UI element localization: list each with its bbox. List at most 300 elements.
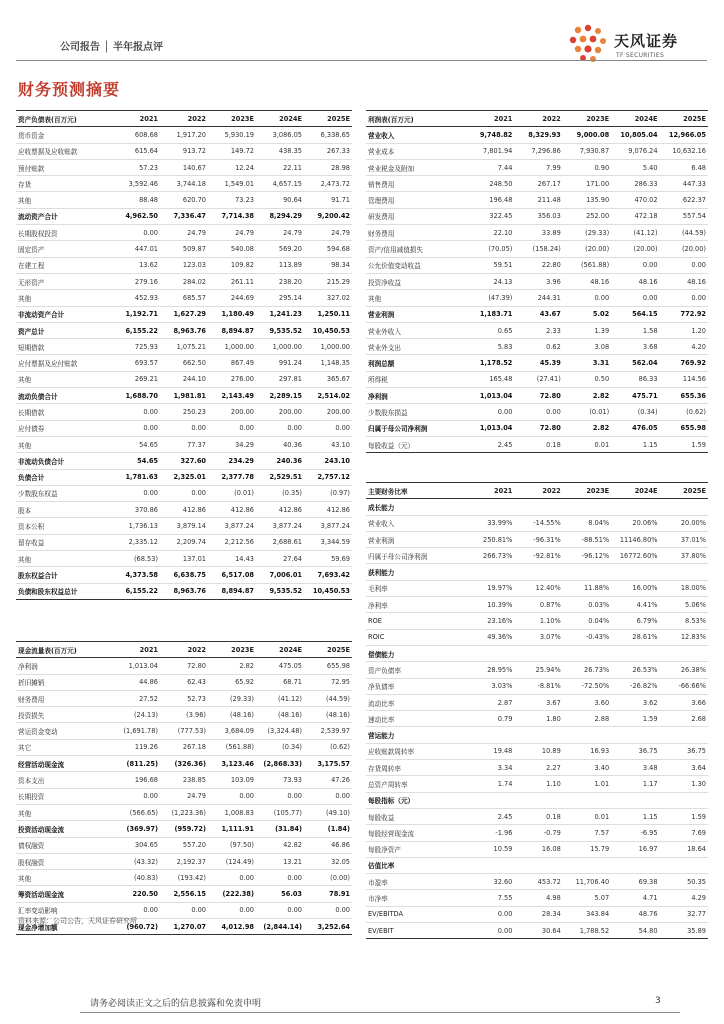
row-label: 营业外支出	[366, 339, 466, 355]
table-row	[16, 723, 352, 739]
value-cell: 10.89	[514, 743, 562, 759]
value-cell: (0.35)	[256, 485, 304, 501]
value-cell: 297.81	[256, 371, 304, 387]
value-cell: 0.18	[514, 436, 562, 452]
value-cell: 88.48	[112, 192, 160, 208]
value-cell: 4.71	[611, 890, 659, 906]
table-row	[16, 870, 352, 886]
value-cell: 240.36	[256, 453, 304, 469]
value-cell: 6,155.22	[112, 322, 160, 338]
value-cell: 1,736.13	[112, 518, 160, 534]
value-cell: 594.68	[304, 241, 352, 257]
value-cell: 10,632.16	[660, 143, 708, 159]
table-row	[366, 225, 708, 241]
row-label: 净负债率	[366, 678, 466, 694]
value-cell: 3.08	[563, 339, 611, 355]
value-cell: 0.00	[256, 870, 304, 886]
value-cell: 1,627.29	[160, 306, 208, 322]
table-row	[366, 531, 708, 547]
value-cell: 0.00	[304, 788, 352, 804]
table-row	[16, 355, 352, 371]
value-cell: 0.00	[466, 923, 514, 939]
table-row	[366, 825, 708, 841]
value-cell: 2.45	[466, 436, 514, 452]
value-cell: 452.93	[112, 290, 160, 306]
row-label: 其他	[16, 371, 112, 387]
value-cell: (3.96)	[160, 707, 208, 723]
value-cell: 8,894.87	[208, 583, 256, 599]
value-cell: 24.79	[208, 225, 256, 241]
table-header-row	[16, 111, 352, 127]
value-cell: 9,535.52	[256, 583, 304, 599]
row-label: 营运资金变动	[16, 723, 112, 739]
value-cell: 30.64	[514, 923, 562, 939]
value-cell: 0.00	[160, 485, 208, 501]
row-label: 货币资金	[16, 127, 112, 143]
value-cell: 196.48	[466, 192, 514, 208]
value-cell	[514, 645, 562, 661]
value-cell: 0.00	[660, 257, 708, 273]
value-cell: 0.04%	[563, 613, 611, 629]
value-cell	[611, 727, 659, 743]
value-cell: 6,517.08	[208, 567, 256, 583]
row-label: 速动比率	[366, 711, 466, 727]
row-label: 资产负债率	[366, 662, 466, 678]
value-cell: 655.98	[660, 420, 708, 436]
table-title: 利润表(百万元)	[366, 111, 466, 127]
value-cell: -88.51%	[563, 531, 611, 547]
value-cell: 11146.80%	[611, 531, 659, 547]
value-cell: 109.82	[208, 257, 256, 273]
value-cell	[563, 857, 611, 873]
row-label: 应付票据及应付账款	[16, 355, 112, 371]
value-cell: 18.64	[660, 841, 708, 857]
value-cell: 1,781.63	[112, 469, 160, 485]
value-cell: (0.62)	[660, 404, 708, 420]
value-cell: 114.56	[660, 371, 708, 387]
row-label: 应付债券	[16, 420, 112, 436]
table-row	[366, 711, 708, 727]
value-cell: 72.80	[514, 420, 562, 436]
value-cell: 3.48	[611, 760, 659, 776]
value-cell: 33.99%	[466, 515, 514, 531]
row-label: 营业成本	[366, 143, 466, 159]
value-cell: 3.62	[611, 694, 659, 710]
table-row	[16, 502, 352, 518]
row-label: 现金净增加额	[16, 919, 112, 935]
value-cell: 243.10	[304, 453, 352, 469]
value-cell: 250.23	[160, 404, 208, 420]
value-cell: 279.16	[112, 273, 160, 289]
logo-english-text: TF SECURITIES	[616, 52, 665, 59]
value-cell: 73.23	[208, 192, 256, 208]
value-cell: 6.79%	[611, 613, 659, 629]
value-cell: (27.41)	[514, 371, 562, 387]
value-cell: 45.39	[514, 355, 562, 371]
value-cell: 1.58	[611, 322, 659, 338]
table-row	[366, 176, 708, 192]
row-label: 流动比率	[366, 694, 466, 710]
value-cell: 59.69	[304, 551, 352, 567]
table-header-row	[366, 111, 708, 127]
cash-flow-table	[16, 641, 352, 935]
value-cell: 7,801.94	[466, 143, 514, 159]
value-cell: (20.00)	[563, 241, 611, 257]
value-cell: (41.12)	[256, 690, 304, 706]
value-cell	[466, 645, 514, 661]
row-label: 留存收益	[16, 534, 112, 550]
row-label: 研发费用	[366, 208, 466, 224]
value-cell: 2,325.01	[160, 469, 208, 485]
value-cell: -96.12%	[563, 548, 611, 564]
value-cell: 244.10	[160, 371, 208, 387]
value-cell: 1,241.23	[256, 306, 304, 322]
table-row	[366, 613, 708, 629]
value-cell: 10,805.04	[611, 127, 659, 143]
value-cell: 18.00%	[660, 580, 708, 596]
value-cell: 244.69	[208, 290, 256, 306]
row-label: 存货周转率	[366, 760, 466, 776]
row-label: 债权融资	[16, 837, 112, 853]
value-cell: 16.93	[563, 743, 611, 759]
row-label: 市净率	[366, 890, 466, 906]
value-cell: 0.00	[563, 290, 611, 306]
value-cell: 0.00	[112, 225, 160, 241]
value-cell: (41.12)	[611, 225, 659, 241]
year-header: 2023E	[563, 483, 611, 499]
row-label: 长期投资	[16, 788, 112, 804]
row-label: 资本公积	[16, 518, 112, 534]
year-header: 2023E	[563, 111, 611, 127]
value-cell: 6,638.75	[160, 567, 208, 583]
table-row	[16, 837, 352, 853]
value-cell: 2,539.97	[304, 723, 352, 739]
value-cell: 3.64	[660, 760, 708, 776]
row-label: 长期股权投资	[16, 225, 112, 241]
value-cell: 137.01	[160, 551, 208, 567]
table-row	[16, 257, 352, 273]
value-cell: 1,180.49	[208, 306, 256, 322]
value-cell: 0.00	[514, 404, 562, 420]
year-header: 2022	[160, 111, 208, 127]
value-cell: 453.72	[514, 874, 562, 890]
value-cell: 725.93	[112, 339, 160, 355]
value-cell	[466, 499, 514, 515]
value-cell: (561.88)	[563, 257, 611, 273]
value-cell: 1,000.00	[304, 339, 352, 355]
table-row	[366, 906, 708, 922]
row-label: 其他	[366, 290, 466, 306]
value-cell: 447.33	[660, 176, 708, 192]
value-cell: 196.68	[112, 772, 160, 788]
value-cell: (29.33)	[563, 225, 611, 241]
value-cell: 72.80	[160, 658, 208, 674]
value-cell: 7,006.01	[256, 567, 304, 583]
value-cell	[563, 645, 611, 661]
value-cell: 2,335.12	[112, 534, 160, 550]
value-cell: 1,192.71	[112, 306, 160, 322]
value-cell: 72.80	[514, 388, 562, 404]
value-cell: 149.72	[208, 143, 256, 159]
table-row	[16, 225, 352, 241]
value-cell: 50.35	[660, 874, 708, 890]
value-cell: 3,879.14	[160, 518, 208, 534]
value-cell: 12.83%	[660, 629, 708, 645]
value-cell: 3,086.05	[256, 127, 304, 143]
value-cell: 1.15	[611, 808, 659, 824]
value-cell: 9,535.52	[256, 322, 304, 338]
value-cell: 27.64	[256, 551, 304, 567]
row-label: 非流动负债合计	[16, 453, 112, 469]
table-row	[366, 404, 708, 420]
value-cell: 472.18	[611, 208, 659, 224]
value-cell: 28.61%	[611, 629, 659, 645]
value-cell: 171.00	[563, 176, 611, 192]
table-row	[366, 662, 708, 678]
logo-chinese-text: 天风证券	[614, 32, 679, 50]
year-header: 2024E	[611, 111, 659, 127]
value-cell: 1.80	[514, 711, 562, 727]
value-cell: 2,209.74	[160, 534, 208, 550]
row-label: 总资产周转率	[366, 776, 466, 792]
table-row	[16, 690, 352, 706]
value-cell: (44.59)	[304, 690, 352, 706]
value-cell: -0.79	[514, 825, 562, 841]
row-label: 其他	[16, 192, 112, 208]
table-row	[366, 420, 708, 436]
value-cell: 24.79	[256, 225, 304, 241]
row-label: 获利能力	[366, 564, 466, 580]
value-cell: 43.10	[304, 436, 352, 452]
value-cell: 8.04%	[563, 515, 611, 531]
value-cell: (566.65)	[112, 804, 160, 820]
value-cell: 0.62	[514, 339, 562, 355]
row-label: 财务费用	[366, 225, 466, 241]
row-label: 资产/信用减值损失	[366, 241, 466, 257]
value-cell: 1,917.20	[160, 127, 208, 143]
row-label: 净利润	[366, 388, 466, 404]
value-cell: 28.34	[514, 906, 562, 922]
table-row	[366, 273, 708, 289]
table-row	[366, 678, 708, 694]
value-cell: 14.43	[208, 551, 256, 567]
value-cell: 26.53%	[611, 662, 659, 678]
value-cell: 322.45	[466, 208, 514, 224]
row-label: 投资净收益	[366, 273, 466, 289]
row-label: 归属于母公司净利润	[366, 420, 466, 436]
value-cell: 65.92	[208, 674, 256, 690]
value-cell: 1.15	[611, 436, 659, 452]
value-cell: 3.34	[466, 760, 514, 776]
value-cell: (31.84)	[256, 821, 304, 837]
value-cell: 2.87	[466, 694, 514, 710]
table-row	[16, 821, 352, 837]
value-cell: 7.99	[514, 159, 562, 175]
table-row	[366, 760, 708, 776]
value-cell: 2.82	[208, 658, 256, 674]
value-cell: 27.52	[112, 690, 160, 706]
value-cell: 22.10	[466, 225, 514, 241]
value-cell: 123.03	[160, 257, 208, 273]
value-cell: 32.77	[660, 906, 708, 922]
value-cell: 4.98	[514, 890, 562, 906]
row-label: 汇率变动影响	[16, 902, 112, 918]
table-row	[366, 874, 708, 890]
value-cell: 0.65	[466, 322, 514, 338]
table-row	[16, 192, 352, 208]
value-cell: 1.20	[660, 322, 708, 338]
value-cell: 0.79	[466, 711, 514, 727]
value-cell: 1,000.00	[256, 339, 304, 355]
value-cell: 569.20	[256, 241, 304, 257]
value-cell: 0.00	[112, 485, 160, 501]
value-cell: 6,338.65	[304, 127, 352, 143]
value-cell: 438.35	[256, 143, 304, 159]
value-cell	[563, 564, 611, 580]
table-row	[16, 127, 352, 143]
value-cell: 3,877.24	[256, 518, 304, 534]
table-row	[366, 371, 708, 387]
value-cell: (959.72)	[160, 821, 208, 837]
value-cell: 267.17	[514, 176, 562, 192]
row-label: 短期借款	[16, 339, 112, 355]
value-cell: -0.43%	[563, 629, 611, 645]
value-cell: 16.97	[611, 841, 659, 857]
table-row	[366, 499, 708, 515]
value-cell: (561.88)	[208, 739, 256, 755]
value-cell: 20.00%	[660, 515, 708, 531]
value-cell: 266.73%	[466, 548, 514, 564]
value-cell: 91.71	[304, 192, 352, 208]
value-cell: 4.20	[660, 339, 708, 355]
value-cell: 8.53%	[660, 613, 708, 629]
year-header: 2023E	[208, 111, 256, 127]
table-row	[366, 776, 708, 792]
row-label: 长期借款	[16, 404, 112, 420]
table-row	[366, 743, 708, 759]
value-cell: 0.00	[112, 788, 160, 804]
row-label: 其他	[16, 436, 112, 452]
value-cell: 7,336.47	[160, 208, 208, 224]
value-cell: 46.86	[304, 837, 352, 853]
table-row	[366, 923, 708, 939]
value-cell: 11,706.40	[563, 874, 611, 890]
value-cell: 913.72	[160, 143, 208, 159]
value-cell	[514, 564, 562, 580]
table-row	[16, 485, 352, 501]
value-cell: 119.26	[112, 739, 160, 755]
table-row	[366, 143, 708, 159]
value-cell: (158.24)	[514, 241, 562, 257]
value-cell: 540.08	[208, 241, 256, 257]
value-cell: 7,296.86	[514, 143, 562, 159]
value-cell: 69.38	[611, 874, 659, 890]
value-cell: 10,450.53	[304, 583, 352, 599]
value-cell: 769.92	[660, 355, 708, 371]
table-row	[366, 388, 708, 404]
value-cell: 655.36	[660, 388, 708, 404]
row-label: 其他	[16, 551, 112, 567]
year-header: 2021	[466, 111, 514, 127]
table-row	[16, 772, 352, 788]
value-cell: 24.79	[160, 788, 208, 804]
value-cell: 2,377.78	[208, 469, 256, 485]
row-label: 负债和股东权益总计	[16, 583, 112, 599]
row-label: 预付账款	[16, 159, 112, 175]
value-cell: 248.50	[466, 176, 514, 192]
value-cell: 557.20	[160, 837, 208, 853]
value-cell: (0.01)	[208, 485, 256, 501]
value-cell: 23.16%	[466, 613, 514, 629]
value-cell: 991.24	[256, 355, 304, 371]
footer-divider	[80, 1012, 680, 1013]
value-cell: 8,329.93	[514, 127, 562, 143]
value-cell: (0.34)	[256, 739, 304, 755]
value-cell: -96.31%	[514, 531, 562, 547]
value-cell: (1,223.36)	[160, 804, 208, 820]
value-cell: 1,981.81	[160, 388, 208, 404]
value-cell: 5.07	[563, 890, 611, 906]
value-cell: 77.37	[160, 436, 208, 452]
table-row	[366, 257, 708, 273]
table-row	[16, 388, 352, 404]
value-cell: 59.51	[466, 257, 514, 273]
value-cell: (0.62)	[304, 739, 352, 755]
value-cell: 3,592.46	[112, 176, 160, 192]
row-label: 利润总额	[366, 355, 466, 371]
table-row	[16, 804, 352, 820]
value-cell	[466, 564, 514, 580]
value-cell: -92.81%	[514, 548, 562, 564]
value-cell: 476.05	[611, 420, 659, 436]
value-cell: 211.48	[514, 192, 562, 208]
value-cell: (49.10)	[304, 804, 352, 820]
value-cell: (2,844.14)	[256, 919, 304, 935]
value-cell: 3,175.57	[304, 756, 352, 772]
value-cell: 662.50	[160, 355, 208, 371]
row-label: 其他	[16, 804, 112, 820]
table-row	[16, 241, 352, 257]
section-title: 财务预测摘要	[18, 80, 121, 99]
value-cell	[660, 645, 708, 661]
table-row	[16, 551, 352, 567]
value-cell: 2,289.15	[256, 388, 304, 404]
year-header: 2022	[514, 483, 562, 499]
row-label: 其他	[16, 290, 112, 306]
value-cell: 73.93	[256, 772, 304, 788]
table-row	[366, 857, 708, 873]
table-row	[366, 629, 708, 645]
table-row	[366, 548, 708, 564]
year-header: 2021	[112, 111, 160, 127]
value-cell: 1.01	[563, 776, 611, 792]
year-header: 2025E	[304, 111, 352, 127]
value-cell: 9,000.08	[563, 127, 611, 143]
data-source-note: 资料来源：公司公告，天风证券研究所	[18, 917, 137, 925]
value-cell	[514, 727, 562, 743]
table-row	[16, 739, 352, 755]
value-cell	[514, 792, 562, 808]
table-row	[16, 788, 352, 804]
table-header-row	[366, 483, 708, 499]
value-cell: 693.57	[112, 355, 160, 371]
table-row	[366, 306, 708, 322]
year-header: 2024E	[611, 483, 659, 499]
value-cell: (97.50)	[208, 837, 256, 853]
value-cell: (48.16)	[208, 707, 256, 723]
value-cell: 1,148.35	[304, 355, 352, 371]
row-label: 营运能力	[366, 727, 466, 743]
